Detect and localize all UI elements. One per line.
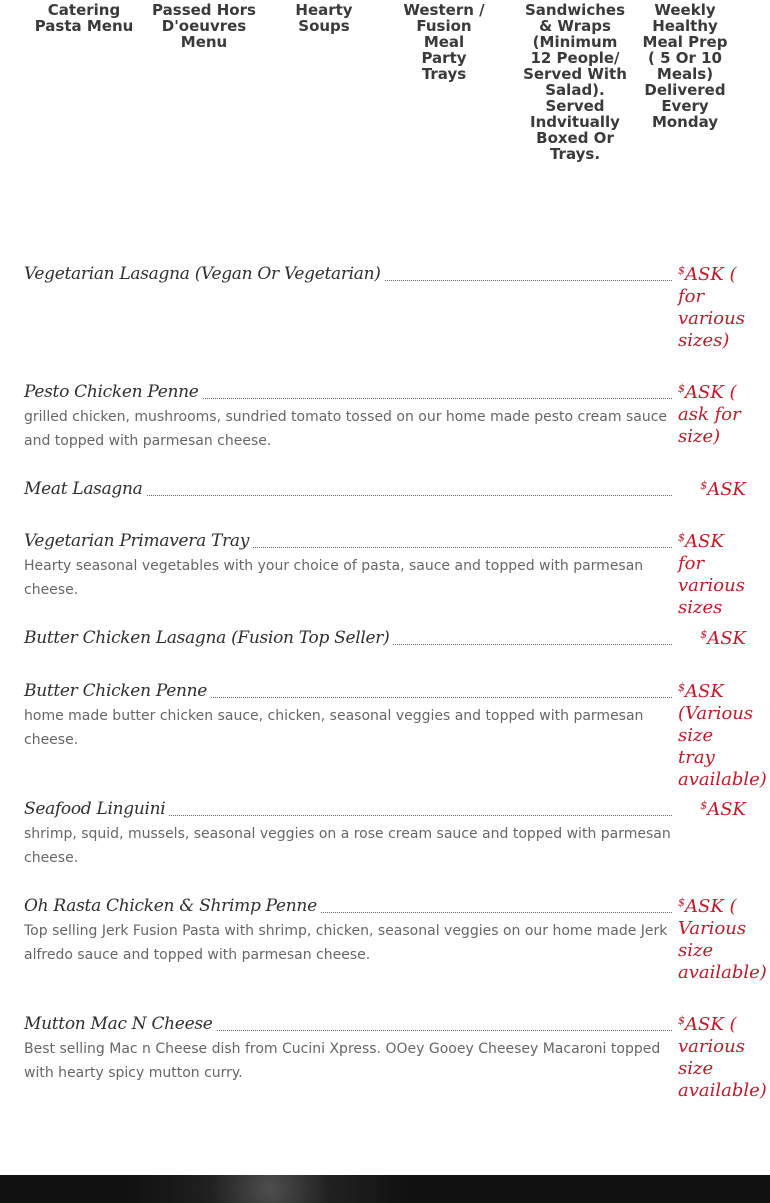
price-text: ASK (707, 479, 746, 500)
menu-item-header (24, 262, 672, 292)
category-tabs (24, 0, 746, 200)
tab-catering-pasta-menu[interactable] (24, 2, 144, 34)
menu-item-price (678, 264, 748, 352)
menu-item-price (678, 681, 767, 791)
menu-item-price (678, 531, 748, 619)
price-text: ASK ( various size available) (678, 1014, 767, 1101)
price-text: ASK ( ask for size) (678, 382, 741, 447)
currency-symbol: $ (700, 479, 708, 492)
price-text: ASK for various sizes (678, 531, 745, 618)
price-text: ASK (707, 799, 746, 820)
menu-item-name: Butter Chicken Lasagna (Fusion Top Seller) (24, 626, 393, 650)
tab-label: Weekly Healthy Meal Prep ( 5 Or 10 Meals) Delivered Every Monday (642, 1, 728, 131)
menu-item-price (700, 799, 746, 821)
tab-label: Sandwiches & Wraps (Minimum 12 People/ Served With Salad). Served Indvitually Boxed Or Trays. (523, 1, 627, 163)
tab-weekly-meal-prep[interactable] (640, 2, 730, 130)
menu-item-name: Mutton Mac N Cheese (24, 1012, 217, 1036)
currency-symbol: $ (678, 382, 685, 395)
menu-item-header (24, 477, 672, 507)
currency-symbol: $ (678, 264, 685, 277)
tab-label: Hearty Soups (295, 1, 353, 35)
tab-western-fusion-trays[interactable] (399, 2, 489, 82)
price-text: ASK (Various size tray available) (678, 681, 767, 790)
menu-item-header (24, 626, 672, 656)
menu-item-description: Best selling Mac n Cheese dish from Cucini Xpress. OOey Gooey Cheesey Macaroni topped with hearty spicy mutton curry. (24, 1041, 661, 1081)
menu-item-name: Vegetarian Primavera Tray (24, 529, 253, 553)
menu-item-name: Oh Rasta Chicken & Shrimp Penne (24, 894, 321, 918)
menu-item-name: Meat Lasagna (24, 477, 147, 501)
menu-item-name: Pesto Chicken Penne (24, 380, 203, 404)
menu-item-price (678, 896, 767, 984)
tab-hearty-soups[interactable] (286, 2, 362, 34)
menu-item-description: Top selling Jerk Fusion Pasta with shrimp, chicken, seasonal veggies on our home made Jerk alfredo sauce and topped with parmesan cheese. (24, 923, 668, 963)
menu-item-name: Seafood Linguini (24, 797, 169, 821)
price-text: ASK (707, 628, 746, 649)
price-text: ASK ( for various sizes) (678, 264, 745, 351)
tab-label: Passed Hors D'oeuvres Menu (152, 1, 256, 51)
menu-item-price (678, 382, 748, 448)
menu-item-price (700, 628, 746, 650)
footer-banner (0, 1175, 770, 1203)
tab-label: Catering Pasta Menu (34, 1, 134, 35)
tab-sandwiches-wraps[interactable] (520, 2, 630, 162)
currency-symbol: $ (700, 799, 708, 812)
price-text: ASK ( Various size available) (678, 896, 767, 983)
currency-symbol: $ (700, 628, 708, 641)
currency-symbol: $ (678, 531, 685, 544)
currency-symbol: $ (678, 1014, 685, 1027)
currency-symbol: $ (678, 896, 685, 909)
footer-background-image (0, 1175, 770, 1203)
menu-item-description: home made butter chicken sauce, chicken, seasonal veggies and topped with parmesan cheese. (24, 708, 644, 748)
menu-item-name: Vegetarian Lasagna (Vegan Or Vegetarian) (24, 262, 385, 286)
menu-item-price (700, 479, 746, 501)
currency-symbol: $ (678, 681, 685, 694)
menu-item-description: Hearty seasonal vegetables with your choice of pasta, sauce and topped with parmesan cheese. (24, 558, 644, 598)
menu-item-description: grilled chicken, mushrooms, sundried tomato tossed on our home made pesto cream sauce and topped with parmesan cheese. (24, 409, 668, 449)
tab-passed-hors-doeuvres[interactable] (146, 2, 262, 50)
menu-item-description: shrimp, squid, mussels, seasonal veggies on a rose cream sauce and topped with parmesan cheese. (24, 826, 671, 866)
tab-label: Western / Fusion Meal Party Trays (403, 1, 485, 83)
menu-item-name: Butter Chicken Penne (24, 679, 211, 703)
menu-item-price (678, 1014, 767, 1102)
